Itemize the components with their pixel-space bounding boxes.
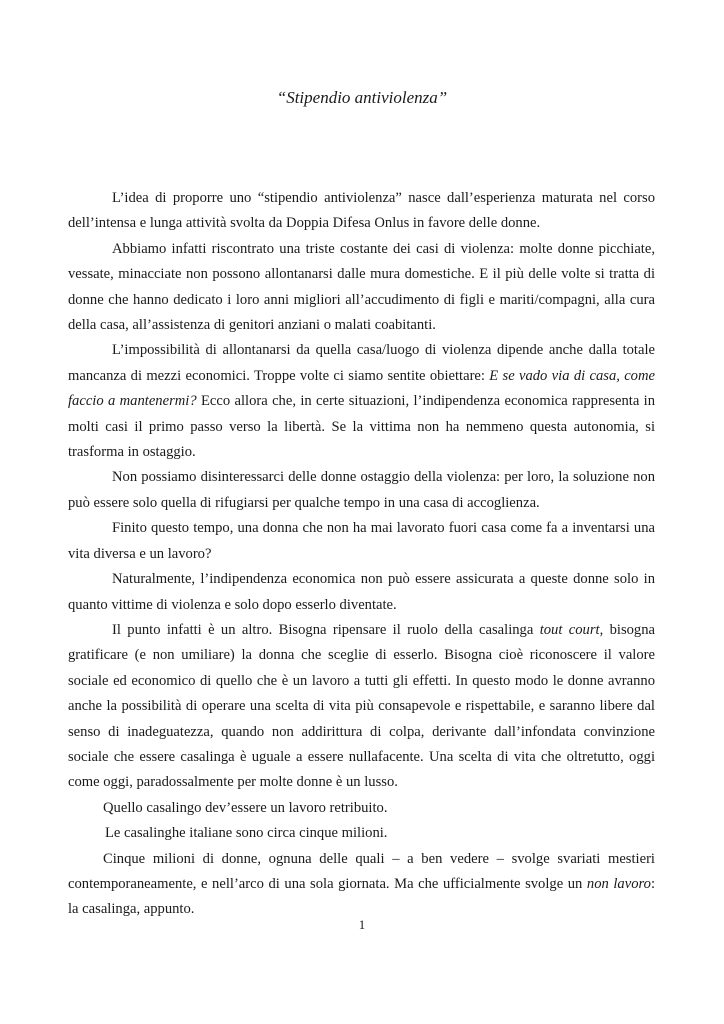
text-run: Le casalinghe italiane sono circa cinque milioni. xyxy=(105,825,388,842)
paragraph xyxy=(68,186,655,237)
text-run: Non possiamo disinteressarci delle donne ostaggio della violenza: per loro, la soluzione non può essere solo quella di rifugiarsi per qualche tempo in una casa di accoglienza. xyxy=(68,469,655,511)
italic-text-run: tout court xyxy=(539,621,600,638)
text-run: Naturalmente, l’indipendenza economica non può essere assicurata a queste donne solo in quanto vittime di violenza e solo dopo esserlo diventate. xyxy=(68,571,655,613)
text-run: Cinque milioni di donne, ognuna delle quali – a ben vedere – svolge svariati mestieri contemporaneamente, e nell’arco di una sola giornata. Ma che ufficialmente svolge un xyxy=(68,850,655,892)
text-run: Finito questo tempo, una donna che non ha mai lavorato fuori casa come fa a inventarsi una vita diversa e un lavoro? xyxy=(68,520,655,562)
text-run: : la casalinga, appunto. xyxy=(68,875,655,918)
paragraph xyxy=(68,338,655,465)
paragraph xyxy=(68,847,655,923)
document-title: “Stipendio antiviolenza” xyxy=(276,88,448,107)
text-run: , bisogna gratificare (e non umiliare) la donna che sceglie di esserlo. Bisogna cioè riconoscere il valore sociale ed economico di quello che è un lavoro a tutti gli effetti. In questo modo le donne avranno anche la possibilità di operare una scelta di vita più consapevole e rispettabile, e saranno libere dal senso di inadeguatezza, quando non addirittura di colpa, derivante dall’infondata convinzione sociale che essere casalinga è uguale a essere nullafacente. Una scelta di vita che oltretutto, oggi come oggi, paradossalmente per molte donne è un lusso. xyxy=(68,621,655,791)
italic-text-run: non lavoro xyxy=(586,875,651,892)
paragraph xyxy=(68,465,655,516)
text-run: L’impossibilità di allontanarsi da quella casa/luogo di violenza dipende anche dalla totale mancanza di mezzi economici. Troppe volte ci siamo sentite obiettare: xyxy=(68,342,655,384)
page-number: 1 xyxy=(358,917,366,932)
italic-text-run: E se vado via di casa, come faccio a mantenermi? xyxy=(68,367,656,410)
text-run: Abbiamo infatti riscontrato una triste costante dei casi di violenza: molte donne picchiate, vessate, minacciate non possono allontanarsi dalle mura domestiche. E il più delle volte si tratta di donne che hanno dedicato i loro anni migliori all’accudimento di figli e mariti/compagni, alla cura della casa, all’assistenza di genitori anziani o malati coabitanti. xyxy=(68,240,655,334)
paragraph xyxy=(68,516,655,567)
text-run: Ecco allora che, in certe situazioni, l’indipendenza economica rappresenta in molti casi il primo passo verso la libertà. Se la vittima non ha nemmeno questa autonomia, si trasforma in ostaggio. xyxy=(68,393,655,461)
document-body xyxy=(68,186,655,923)
text-run: L’idea di proporre uno “stipendio antiviolenza” nasce dall’esperienza maturata nel corso dell’intensa e lunga attività svolta da Doppia Difesa Onlus in favore delle donne. xyxy=(68,190,655,232)
paragraph xyxy=(68,237,655,339)
text-run: Quello casalingo dev’essere un lavoro retribuito. xyxy=(103,799,388,816)
paragraph xyxy=(68,796,655,821)
paragraph xyxy=(68,618,655,796)
paragraph xyxy=(68,821,655,846)
text-run: Il punto infatti è un altro. Bisogna ripensare il ruolo della casalinga xyxy=(112,621,540,638)
paragraph xyxy=(68,567,655,618)
